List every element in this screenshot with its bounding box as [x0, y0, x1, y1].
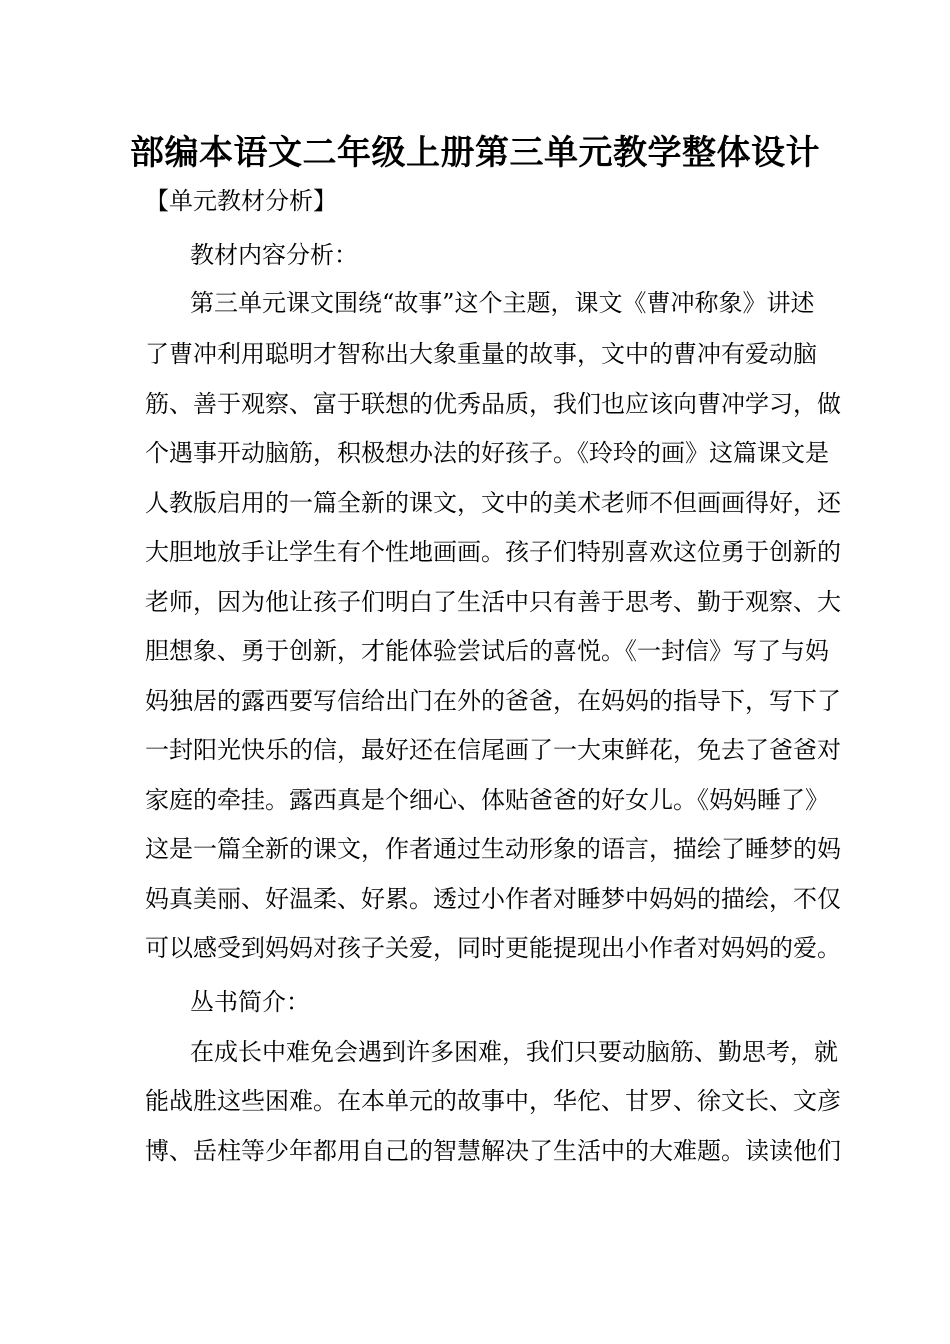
document-title: 部编本语文二年级上册第三单元教学整体设计 [130, 133, 820, 173]
paragraph-line: 能战胜这些困难。在本单元的故事中，华佗、甘罗、徐文长、文彦 [145, 1087, 841, 1115]
paragraph-line: 第三单元课文围绕“故事”这个主题，课文《曹冲称象》讲述 [190, 289, 815, 317]
paragraph-line: 这是一篇全新的课文，作者通过生动形象的语言，描绘了睡梦的妈 [145, 835, 841, 863]
paragraph-line: 可以感受到妈妈对孩子关爱，同时更能提现出小作者对妈妈的爱。 [145, 934, 841, 962]
paragraph-line: 胆想象、勇于创新，才能体验尝试后的喜悦。《一封信》写了与妈 [145, 637, 829, 665]
subheading-content-analysis: 教材内容分析： [190, 241, 358, 269]
paragraph-line: 老师，因为他让孩子们明白了生活中只有善于思考、勤于观察、大 [145, 588, 841, 616]
paragraph-line: 家庭的牵挂。露西真是个细心、体贴爸爸的好女儿。《妈妈睡了》 [145, 786, 829, 814]
paragraph-line: 筋、善于观察、富于联想的优秀品质，我们也应该向曹冲学习，做 [145, 390, 841, 418]
paragraph-line: 了曹冲利用聪明才智称出大象重量的故事，文中的曹冲有爱动脑 [145, 340, 817, 368]
paragraph-line: 个遇事开动脑筋，积极想办法的好孩子。《玲玲的画》这篇课文是 [145, 439, 829, 467]
paragraph-line: 妈真美丽、好温柔、好累。透过小作者对睡梦中妈妈的描绘，不仅 [145, 885, 841, 913]
paragraph-line: 人教版启用的一篇全新的课文，文中的美术老师不但画画得好，还 [145, 489, 841, 517]
paragraph-line: 大胆地放手让学生有个性地画画。孩子们特别喜欢这位勇于创新的 [145, 538, 841, 566]
section-heading: 【单元教材分析】 [145, 187, 337, 215]
paragraph-line: 一封阳光快乐的信，最好还在信尾画了一大束鲜花，免去了爸爸对 [145, 736, 841, 764]
paragraph-line: 博、岳柱等少年都用自己的智慧解决了生活中的大难题。读读他们 [145, 1137, 841, 1165]
paragraph-line: 妈独居的露西要写信给出门在外的爸爸，在妈妈的指导下，写下了 [145, 687, 841, 715]
paragraph-line: 在成长中难免会遇到许多困难，我们只要动脑筋、勤思考，就 [190, 1038, 838, 1066]
subheading-series-intro: 丛书简介： [190, 988, 310, 1016]
